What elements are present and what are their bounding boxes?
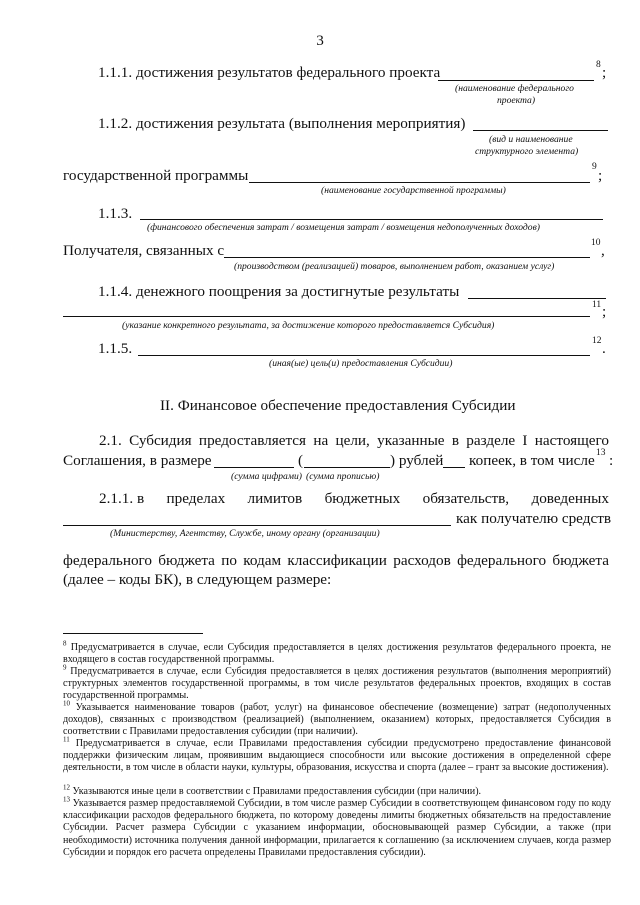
paragraph-2-1-rubles: ) рублей: [390, 452, 444, 469]
paragraph-2-1-colon: :: [609, 452, 614, 469]
hint-state-program: (наименование государственной программы): [321, 185, 506, 196]
page-number: 3: [316, 32, 324, 49]
footnote-13: [63, 795, 611, 859]
hint-federal-project-2: проекта): [497, 95, 536, 106]
footnote-10-text: Указывается наименование товаров (работ, услуг) на финансовое обеспечение (возмещение) затрат (недополученных доходов), связанных с производством (реализацией) (выполнением, оказанием) которых, предоставляется Субсидия в соответствии с Правилами предоставления субсидии (при наличии).: [63, 702, 611, 738]
word-2: пределах: [166, 490, 226, 507]
footnote-9: [63, 663, 612, 703]
hint-structural-element-1: (вид и наименование: [489, 134, 573, 145]
clause-1-1-1-semicolon: ;: [602, 64, 607, 81]
footnote-8-text: Предусматривается в случае, если Субсидия предоставляется в целях достижения результатов федерального проекта, не входящего в состав государственной программы.: [63, 642, 611, 666]
fill-line-structural-element: [473, 130, 608, 131]
footnote-12-text: Указываются иные цели в соответствии с Правилами предоставления субсидии (при наличии).: [72, 786, 482, 797]
clause-1-1-3: 1.1.3.: [98, 205, 133, 222]
footnote-mark-9: 9: [592, 162, 597, 172]
word-1: 2.1.1. в: [99, 490, 145, 507]
footnote-9-number: 9: [63, 663, 67, 672]
footnote-mark-10: 10: [591, 238, 601, 248]
footnote-11: [63, 735, 611, 775]
hint-sum-words: (сумма прописью): [306, 471, 380, 482]
fill-line-goods-works: [224, 257, 590, 258]
fill-line-ministry: [63, 525, 451, 526]
paragraph-2-1-1-line-2: федерального бюджета по кодам классификации расходов федерального бюджета: [63, 552, 609, 569]
recipient-label: Получателя, связанных с: [63, 242, 225, 259]
footnote-8: [63, 639, 611, 666]
clause-1-1-5-period: .: [602, 340, 606, 357]
footnote-11-text: Предусматривается в случае, если Правилами предоставления субсидии предусмотрено предоставление финансовой поддержки физическим лицам, проявившим выдающиеся способности или высокие достижения в определенной сфере деятельности, в том числе в области науки, культуры, образования, искусства и спорта (далее – грант за высокие достижения).: [63, 738, 611, 774]
hint-structural-element-2: структурного элемента): [475, 146, 579, 157]
footnote-9-text: Предусматривается в случае, если Субсидия предоставляется в целях достижения результатов (выполнения мероприятий) структурных элементов государственной программы, в том числе результатов федеральных проектов, входящих в состав государственной программы.: [63, 666, 612, 702]
fill-line-financing-type: [140, 219, 603, 220]
fill-line-result-2: [63, 316, 590, 317]
hint-goods-works: (производством (реализацией) товаров, выполнением работ, оказанием услуг): [234, 261, 555, 272]
footnote-mark-12: 12: [592, 336, 602, 346]
fill-line-sum-words: [304, 467, 390, 468]
paragraph-2-1-line-2a: Соглашения, в размере: [63, 452, 212, 469]
footnote-10-number: 10: [63, 699, 70, 708]
paragraph-2-1-kopecks: копеек, в том числе: [469, 452, 595, 469]
clause-1-1-4-semicolon: ;: [602, 303, 607, 320]
fill-line-sum-digits: [214, 467, 294, 468]
word-6: доведенных: [531, 490, 609, 507]
hint-result: (указание конкретного результата, за достижение которого предоставляется Субсидия): [122, 320, 495, 331]
footnote-separator: [63, 633, 203, 634]
clause-1-1-1: 1.1.1. достижения результатов федерального проекта: [98, 64, 441, 81]
hint-other-goals: (иная(ые) цель(и) предоставления Субсидии): [269, 358, 453, 369]
footnote-mark-13: 13: [596, 448, 606, 458]
clause-1-1-5: 1.1.5.: [98, 340, 133, 357]
word-4: бюджетных: [324, 490, 401, 507]
hint-ministry: (Министерству, Агентству, Службе, иному органу (организации): [110, 528, 380, 539]
footnote-12: [63, 783, 611, 798]
footnote-13-number: 13: [63, 795, 70, 804]
paragraph-2-1-line-1: 2.1. Субсидия предоставляется на цели, указанные в разделе I настоящего: [99, 432, 609, 449]
footnote-mark-11: 11: [592, 300, 602, 310]
footnote-mark-8: 8: [596, 60, 601, 70]
fill-line-result-1: [468, 298, 606, 299]
footnote-13-text: Указывается размер предоставляемой Субсидии, в том числе размер Субсидии в соответствующем финансовом году по коду классификации расходов федерального бюджета, по которому доведены лимиты бюджетных обязательств на предоставление Субсидии. Расчет размера Субсидии с указанием информации, обосновывающей размер Субсидии, а также (при необходимости) источника получения данной информации, прилагается к соглашению (за исключением случаев, когда размер Субсидии и порядок его расчета определены Правилами предоставления субсидии).: [63, 798, 611, 858]
state-program-label: государственной программы: [63, 167, 249, 184]
paragraph-2-1-1-line-1: [99, 490, 609, 508]
footnote-8-number: 8: [63, 639, 67, 648]
hint-sum-digits: (сумма цифрами): [231, 471, 302, 482]
footnote-11-number: 11: [63, 735, 70, 744]
paragraph-2-1-1-tail: как получателю средств: [456, 510, 611, 527]
clause-1-1-2: 1.1.2. достижения результата (выполнения мероприятия): [98, 115, 466, 132]
footnote-10: [63, 699, 611, 739]
fill-line-state-program: [249, 182, 590, 183]
word-5: обязательств,: [422, 490, 510, 507]
word-3: лимитов: [247, 490, 303, 507]
footnote-12-number: 12: [63, 783, 70, 792]
fill-line-kopecks: [443, 467, 465, 468]
paren-open: (: [298, 452, 304, 469]
paragraph-2-1-1-line-3: (далее – коды БК), в следующем размере:: [63, 571, 332, 588]
section-2-heading: II. Финансовое обеспечение предоставления Субсидии: [160, 397, 516, 414]
hint-federal-project-1: (наименование федерального: [455, 83, 574, 94]
clause-1-1-4: 1.1.4. денежного поощрения за достигнутые результаты: [98, 283, 460, 300]
state-program-semicolon: ;: [598, 167, 603, 184]
fill-line-other-goals: [138, 355, 590, 356]
recipient-comma: ,: [601, 242, 605, 259]
fill-line-federal-project: [438, 80, 594, 81]
hint-financing-type: (финансового обеспечения затрат / возмещения затрат / возмещения недополученных доходов): [147, 222, 540, 233]
